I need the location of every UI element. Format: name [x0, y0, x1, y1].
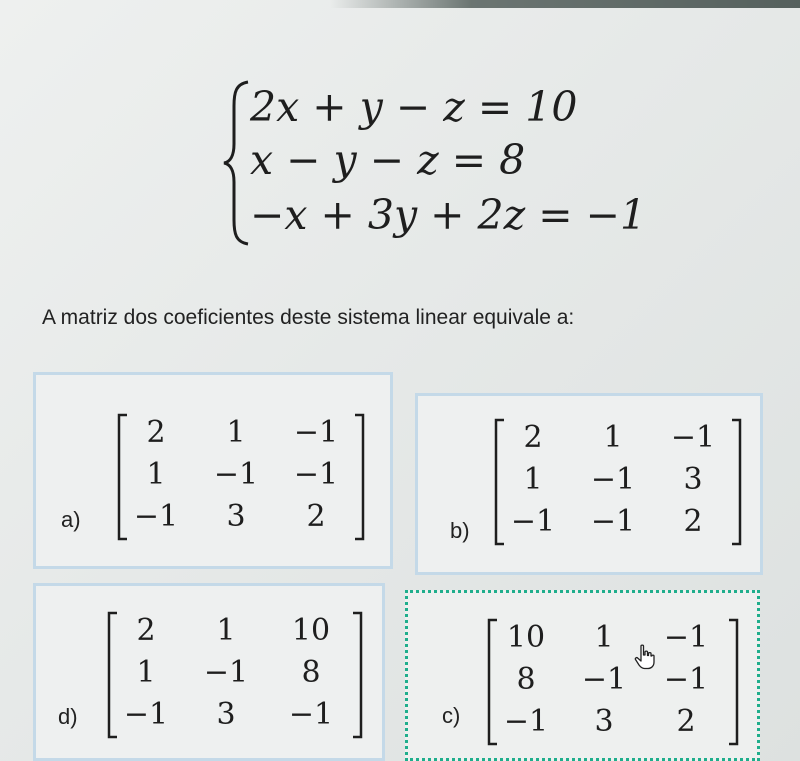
matrix-cell: −1: [590, 462, 636, 497]
matrix-cell: 2: [523, 420, 543, 455]
matrix-cell: 1: [136, 655, 156, 690]
matrix-cell: −1: [203, 655, 249, 690]
matrix-cell: −1: [510, 504, 556, 539]
matrix: [486, 618, 746, 758]
curly-brace-icon: [222, 78, 252, 248]
matrix-cell: −1: [581, 662, 627, 697]
option-c[interactable]: [405, 590, 760, 761]
hand-pointer-icon: [634, 644, 656, 670]
option-label: c): [442, 703, 461, 728]
right-bracket-icon: [731, 418, 743, 546]
matrix-cell: 8: [516, 662, 536, 697]
matrix-cell: −1: [213, 457, 259, 492]
matrix-cell: 3: [226, 499, 246, 534]
matrix-cell: 2: [306, 499, 326, 534]
matrix-cell: 3: [594, 704, 614, 739]
matrix-cell: −1: [293, 415, 339, 450]
matrix: [116, 413, 376, 553]
matrix-cell: 10: [291, 613, 331, 648]
option-b[interactable]: [415, 393, 763, 575]
right-bracket-icon: [352, 611, 364, 739]
matrix-cell: −1: [663, 620, 709, 655]
matrix: [106, 611, 366, 751]
matrix-cell: −1: [123, 697, 169, 732]
matrix-cell: 2: [676, 704, 696, 739]
matrix-cell: 8: [301, 655, 321, 690]
matrix-cell: 1: [216, 613, 236, 648]
option-label: b): [450, 518, 470, 543]
matrix-cell: −1: [288, 697, 334, 732]
option-a[interactable]: [33, 372, 393, 569]
equation-2: x − y − z = 8: [250, 136, 526, 184]
equation-1: 2x + y − z = 10: [250, 83, 578, 131]
matrix-cell: 1: [146, 457, 166, 492]
equation-3: −x + 3y + 2z = −1: [250, 191, 647, 239]
option-label: a): [61, 507, 81, 532]
matrix-cell: 3: [216, 697, 236, 732]
matrix-cell: 3: [683, 462, 703, 497]
top-divider: [330, 0, 800, 8]
question-text: A matriz dos coeficientes deste sistema linear equivale a:: [42, 306, 575, 329]
matrix-cell: −1: [590, 504, 636, 539]
matrix-cell: −1: [293, 457, 339, 492]
right-bracket-icon: [728, 618, 740, 746]
matrix-cell: −1: [670, 420, 716, 455]
matrix-cell: 2: [136, 613, 156, 648]
option-label: d): [58, 704, 78, 729]
matrix-cell: 1: [594, 620, 614, 655]
matrix-cell: 1: [603, 420, 623, 455]
equation-system: [222, 78, 647, 248]
matrix-cell: −1: [663, 662, 709, 697]
matrix-cell: 1: [523, 462, 543, 497]
matrix-cell: 2: [683, 504, 703, 539]
right-bracket-icon: [354, 413, 366, 541]
matrix: [493, 418, 753, 558]
matrix-cell: −1: [133, 499, 179, 534]
matrix-cell: 2: [146, 415, 166, 450]
matrix-cell: −1: [503, 704, 549, 739]
option-d[interactable]: [33, 583, 385, 761]
matrix-cell: 10: [506, 620, 546, 655]
matrix-cell: 1: [226, 415, 246, 450]
